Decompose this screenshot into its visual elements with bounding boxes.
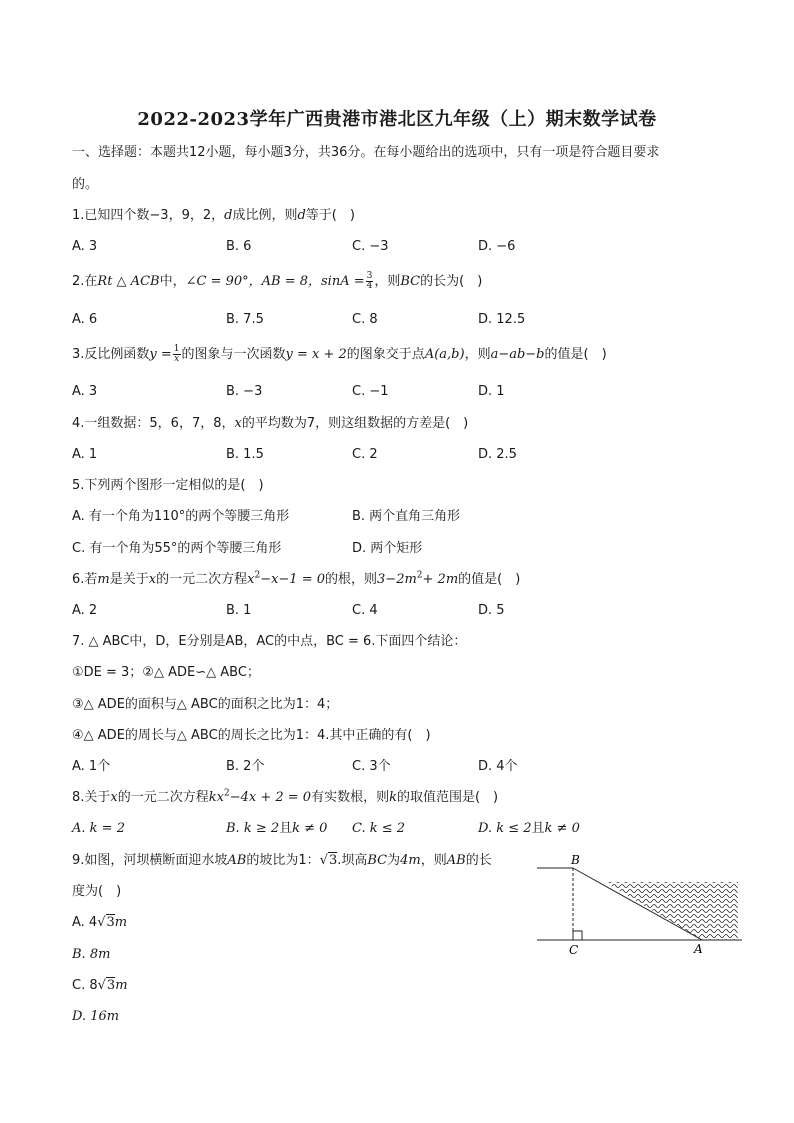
question-1: 1.已知四个数−3，9，2，d成比例，则d等于( ) (72, 208, 355, 223)
question-7-statements-2: ③△ ADE的面积与△ ABC的面积之比为1：4； (72, 697, 339, 712)
q6-option-d[interactable]: D. 5 (478, 603, 505, 618)
q7-option-d[interactable]: D. 4个 (478, 759, 518, 774)
q6-option-b[interactable]: B. 1 (226, 603, 252, 618)
q4-option-a[interactable]: A. 1 (72, 447, 98, 462)
q2-option-a[interactable]: A. 6 (72, 312, 98, 327)
q9-option-c[interactable]: C. 8√3m (72, 978, 128, 993)
q5-option-b[interactable]: B. 两个直角三角形 (352, 509, 461, 524)
q1-option-b[interactable]: B. 6 (226, 239, 252, 254)
q4-option-b[interactable]: B. 1.5 (226, 447, 264, 462)
q9-option-a[interactable]: A. 4√3m (72, 915, 128, 930)
dam-cross-section-figure (532, 848, 747, 958)
q5-option-c[interactable]: C. 有一个角为55°的两个等腰三角形 (72, 541, 282, 556)
q7-option-c[interactable]: C. 3个 (352, 759, 391, 774)
q1-option-c[interactable]: C. −3 (352, 239, 389, 254)
q6-option-a[interactable]: A. 2 (72, 603, 98, 618)
section-instructions: 一、选择题：本题共12小题，每小题3分，共36分。在每小题给出的选项中，只有一项是符合题目要求 (72, 145, 660, 160)
q2-option-d[interactable]: D. 12.5 (478, 312, 526, 327)
q1-option-d[interactable]: D. −6 (478, 239, 516, 254)
q3-option-c[interactable]: C. −1 (352, 384, 389, 399)
question-9-cont: 度为( ) (72, 884, 122, 899)
q7-option-a[interactable]: A. 1个 (72, 759, 111, 774)
q3-option-b[interactable]: B. −3 (226, 384, 263, 399)
q4-option-c[interactable]: C. 2 (352, 447, 378, 462)
label-b: B (571, 853, 580, 867)
q3-option-a[interactable]: A. 3 (72, 384, 98, 399)
section-instructions-cont: 的。 (72, 177, 99, 192)
question-7-statements-1: ①DE = 3；②△ ADE∽△ ABC； (72, 665, 260, 680)
q8-option-a[interactable]: A. k = 2 (72, 821, 125, 836)
question-2: 2.在Rt △ ACB中，∠C = 90°，AB = 8，sinA = $\frac{3}{4}$ ，则BC的长为( ) (72, 271, 483, 291)
q5-option-a[interactable]: A. 有一个角为110°的两个等腰三角形 (72, 509, 290, 524)
fraction: $\frac{3}{4}$ (366, 271, 373, 291)
q1-option-a[interactable]: A. 3 (72, 239, 98, 254)
question-4: 4.一组数据：5，6，7，8，x的平均数为7，则这组数据的方差是( ) (72, 416, 469, 431)
q5-option-d[interactable]: D. 两个矩形 (352, 541, 423, 556)
page-title: 2022-2023学年广西贵港市港北区九年级（上）期末数学试卷 (137, 109, 657, 130)
q2-option-c[interactable]: C. 8 (352, 312, 378, 327)
label-a: A (694, 942, 703, 956)
label-c: C (569, 943, 579, 957)
question-8: 8.关于x的一元二次方程$kx^2-4x + 2 = 0$有实数根，则k的取值范围是( ) (72, 788, 499, 805)
q8-option-b[interactable]: B. k ≥ 2且k ≠ 0 (226, 821, 328, 836)
q9-option-d[interactable]: D. 16m (72, 1009, 120, 1024)
q4-option-d[interactable]: D. 2.5 (478, 447, 517, 462)
q6-option-c[interactable]: C. 4 (352, 603, 378, 618)
q8-option-c[interactable]: C. k ≤ 2 (352, 821, 406, 836)
q7-option-b[interactable]: B. 2个 (226, 759, 265, 774)
question-9: 9.如图，河坝横断面迎水坡AB的坡比为1：√3.坝高BC为4m，则AB的长 (72, 853, 492, 868)
q9-option-b[interactable]: B. 8m (72, 947, 111, 962)
water-hatch (602, 882, 742, 942)
question-7-statements-3: ④△ ADE的周长与△ ABC的周长之比为1：4.其中正确的有( ) (72, 728, 431, 743)
question-6: 6.若m是关于x的一元二次方程$x^2-x-1 = 0$的根，则$3-2m^2+ 2m$的值是( ) (72, 570, 521, 587)
right-angle-mark (573, 931, 582, 940)
question-7: 7. △ ABC中，D，E分别是AB，AC的中点，BC = 6.下面四个结论： (72, 634, 467, 649)
question-5: 5.下列两个图形一定相似的是( ) (72, 478, 264, 493)
question-3: 3.反比例函数y = $\frac{1}{x}$ 的图象与一次函数y = x + 2的图象交于点A(a,b)，则a−ab−b的值是( ) (72, 344, 607, 364)
q2-option-b[interactable]: B. 7.5 (226, 312, 264, 327)
q8-option-d[interactable]: D. k ≤ 2且k ≠ 0 (478, 821, 580, 836)
q3-option-d[interactable]: D. 1 (478, 384, 505, 399)
fraction: $\frac{1}{x}$ (173, 344, 180, 364)
